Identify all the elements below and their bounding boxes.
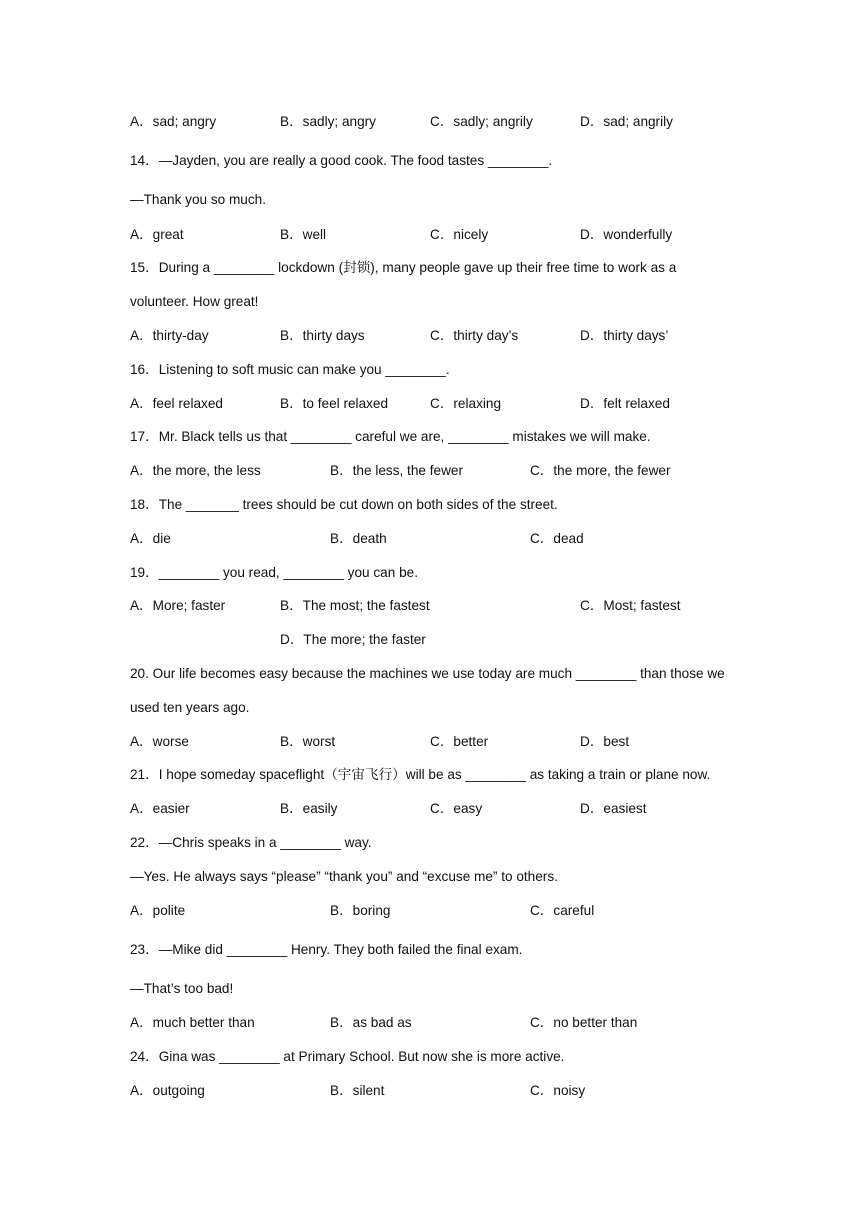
option-c: C．no better than bbox=[530, 1015, 638, 1030]
question-19-text: 19．________ you read, ________ you can be. bbox=[130, 565, 418, 580]
option-b: B．the less, the fewer bbox=[330, 463, 463, 478]
option-d: D．thirty days’ bbox=[580, 328, 669, 343]
question-20-text: 20. Our life becomes easy because the machines we use today are much ________ than those we bbox=[130, 666, 725, 681]
option-a: A．easier bbox=[130, 801, 190, 816]
option-b: B．thirty days bbox=[280, 328, 365, 343]
option-a: A．great bbox=[130, 227, 184, 242]
option-d: D．sad; angrily bbox=[580, 114, 673, 129]
option-a: A．die bbox=[130, 531, 171, 546]
option-c: C．the more, the fewer bbox=[530, 463, 671, 478]
option-c: C．careful bbox=[530, 903, 595, 918]
question-20-text-continued: used ten years ago. bbox=[130, 700, 250, 715]
question-23-text: 23．—Mike did ________ Henry. They both failed the final exam. bbox=[130, 942, 523, 957]
option-a: A．thirty-day bbox=[130, 328, 209, 343]
option-b: B．The most; the fastest bbox=[280, 598, 430, 613]
option-b: B．as bad as bbox=[330, 1015, 412, 1030]
option-a: A．outgoing bbox=[130, 1083, 205, 1098]
question-23-reply: —That’s too bad! bbox=[130, 981, 234, 996]
question-17-text: 17．Mr. Black tells us that ________ careful we are, ________ mistakes we will make. bbox=[130, 429, 651, 444]
option-c: C．Most; fastest bbox=[580, 598, 681, 613]
option-c: C．thirty day’s bbox=[430, 328, 519, 343]
option-c: C．better bbox=[430, 734, 489, 749]
option-b: B．worst bbox=[280, 734, 336, 749]
option-d: D．best bbox=[580, 734, 630, 749]
option-d: D．wonderfully bbox=[580, 227, 673, 242]
option-d: D．felt relaxed bbox=[580, 396, 670, 411]
option-a: A．much better than bbox=[130, 1015, 255, 1030]
option-b: B．silent bbox=[330, 1083, 385, 1098]
question-24-text: 24．Gina was ________ at Primary School. But now she is more active. bbox=[130, 1049, 565, 1064]
option-b: B．well bbox=[280, 227, 327, 242]
question-22-reply: —Yes. He always says “please” “thank you” and “excuse me” to others. bbox=[130, 869, 558, 884]
option-d: D．The more; the faster bbox=[280, 632, 426, 647]
question-22-text: 22．—Chris speaks in a ________ way. bbox=[130, 835, 372, 850]
option-c: C．relaxing bbox=[430, 396, 502, 411]
option-a: A．sad; angry bbox=[130, 114, 217, 129]
option-a: A．polite bbox=[130, 903, 186, 918]
question-14-text: 14．—Jayden, you are really a good cook. The food tastes ________. bbox=[130, 153, 553, 168]
question-16-text: 16．Listening to soft music can make you ________. bbox=[130, 362, 450, 377]
option-c: C．dead bbox=[530, 531, 584, 546]
option-a: A．More; faster bbox=[130, 598, 226, 613]
option-b: B．to feel relaxed bbox=[280, 396, 389, 411]
option-a: A．feel relaxed bbox=[130, 396, 223, 411]
option-b: B．easily bbox=[280, 801, 338, 816]
option-c: C．nicely bbox=[430, 227, 489, 242]
option-c: C．easy bbox=[430, 801, 483, 816]
option-b: B．sadly; angry bbox=[280, 114, 376, 129]
question-21-text: 21．I hope someday spaceflight（宇宙飞行）will be as ________ as taking a train or plane now. bbox=[130, 767, 711, 782]
option-d: D．easiest bbox=[580, 801, 647, 816]
question-14-reply: —Thank you so much. bbox=[130, 192, 266, 207]
option-a: A．worse bbox=[130, 734, 189, 749]
option-a: A．the more, the less bbox=[130, 463, 261, 478]
option-b: B．death bbox=[330, 531, 387, 546]
option-b: B．boring bbox=[330, 903, 391, 918]
question-15-text-continued: volunteer. How great! bbox=[130, 294, 259, 309]
question-18-text: 18．The _______ trees should be cut down on both sides of the street. bbox=[130, 497, 558, 512]
option-c: C．sadly; angrily bbox=[430, 114, 533, 129]
question-15-text: 15．During a ________ lockdown (封锁), many people gave up their free time to work as a bbox=[130, 260, 677, 275]
option-c: C．noisy bbox=[530, 1083, 586, 1098]
